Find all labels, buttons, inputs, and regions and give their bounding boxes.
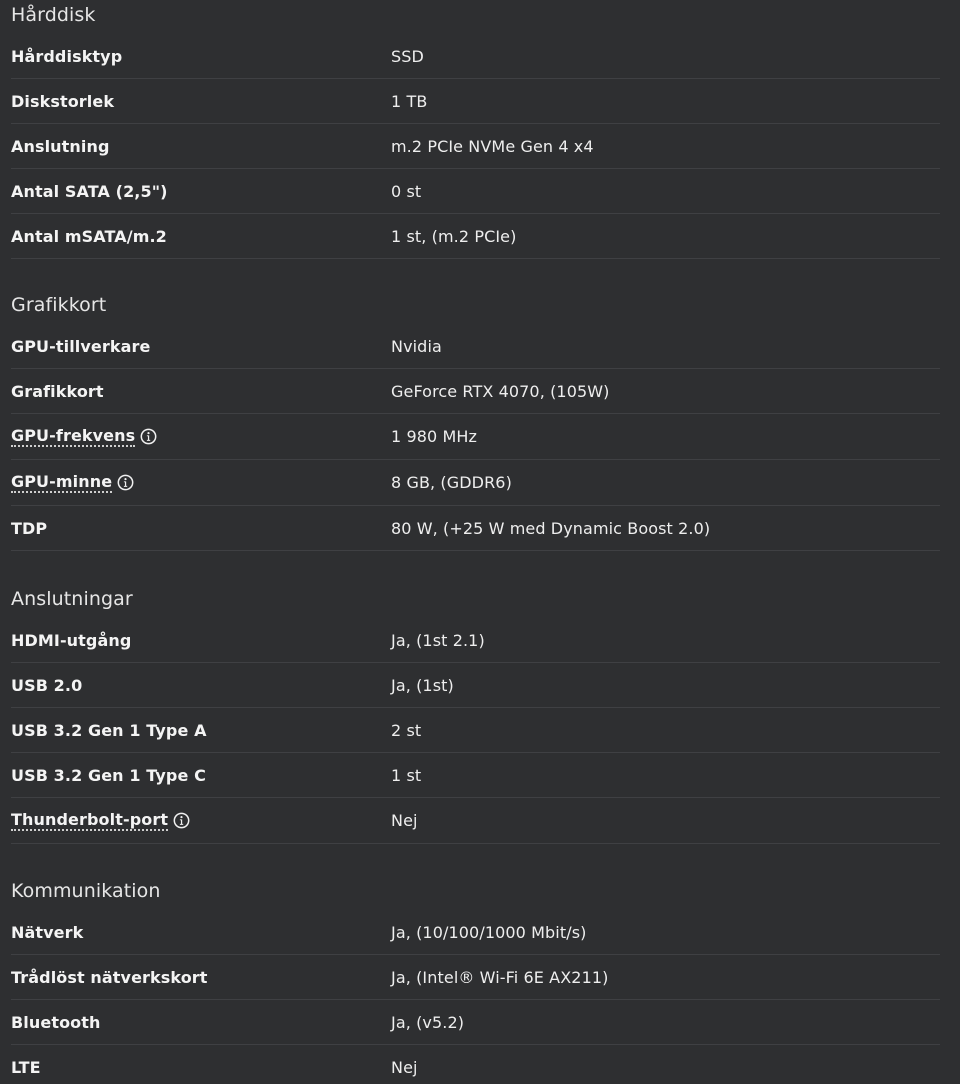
spec-row: [11, 414, 940, 460]
spec-row: [11, 753, 940, 798]
spec-label: Hårddisktyp: [11, 46, 123, 66]
spec-value: 8 GB, (GDDR6): [391, 473, 512, 492]
spec-row: [11, 618, 940, 663]
spec-label: Diskstorlek: [11, 91, 115, 111]
spec-value: m.2 PCIe NVMe Gen 4 x4: [391, 136, 594, 156]
spec-value: Ja, (10/100/1000 Mbit/s): [391, 922, 587, 942]
spec-row: [11, 663, 940, 708]
spec-label: Antal mSATA/m.2: [11, 226, 167, 246]
spec-value: 1 st, (m.2 PCIe): [391, 226, 517, 246]
section-title: Kommunikation: [11, 880, 161, 902]
spec-value: 80 W, (+25 W med Dynamic Boost 2.0): [391, 518, 711, 538]
spec-label: Nätverk: [11, 922, 84, 942]
section-kommunikation: [11, 876, 940, 1084]
spec-value: Ja, (1st): [391, 675, 454, 695]
spec-value: 1 TB: [391, 91, 428, 111]
spec-label: USB 3.2 Gen 1 Type A: [11, 720, 207, 740]
spec-label: HDMI-utgång: [11, 630, 132, 650]
spec-value: Nej: [391, 1057, 418, 1077]
section-title: Grafikkort: [11, 294, 107, 316]
section-title: Anslutningar: [11, 588, 133, 610]
spec-row: [11, 124, 940, 169]
spec-row: [11, 1045, 940, 1084]
spec-value: 1 st: [391, 765, 422, 785]
spec-value: Nvidia: [391, 336, 442, 356]
spec-label: Anslutning: [11, 136, 110, 156]
section-title: Hårddisk: [11, 4, 96, 26]
spec-value: 1 980 MHz: [391, 427, 478, 446]
spec-value: GeForce RTX 4070, (105W): [391, 381, 610, 401]
tooltip-label[interactable]: GPU-frekvens: [11, 425, 136, 445]
spec-row: [11, 460, 940, 506]
spec-value: Ja, (v5.2): [391, 1012, 465, 1032]
spec-value: Ja, (1st 2.1): [391, 630, 485, 650]
spec-row: [11, 798, 940, 844]
info-circle-icon[interactable]: [173, 812, 190, 829]
spec-label: Trådlöst nätverkskort: [11, 967, 208, 987]
spec-label: USB 2.0: [11, 675, 83, 695]
spec-row: [11, 1000, 940, 1045]
spec-row: [11, 369, 940, 414]
spec-label: Antal SATA (2,5"): [11, 181, 168, 201]
spec-label[interactable]: [11, 473, 391, 493]
spec-row: [11, 506, 940, 551]
spec-row: [11, 708, 940, 753]
spec-label[interactable]: [11, 427, 391, 447]
info-circle-icon[interactable]: [117, 474, 134, 491]
spec-label: GPU-tillverkare: [11, 336, 151, 356]
spec-row: [11, 214, 940, 259]
spec-row: [11, 79, 940, 124]
spec-label[interactable]: [11, 811, 391, 831]
spec-row: [11, 955, 940, 1000]
spec-label: Grafikkort: [11, 381, 104, 401]
tooltip-label[interactable]: GPU-minne: [11, 471, 113, 491]
section-grafikkort: [11, 290, 940, 551]
spec-value: Nej: [391, 811, 418, 830]
spec-row: [11, 910, 940, 955]
spec-value: 0 st: [391, 181, 422, 201]
spec-label: Bluetooth: [11, 1012, 101, 1032]
spec-row: [11, 34, 940, 79]
spec-row: [11, 324, 940, 369]
spec-value: SSD: [391, 46, 424, 66]
tooltip-label[interactable]: Thunderbolt-port: [11, 809, 169, 829]
spec-label: TDP: [11, 518, 48, 538]
spec-label: USB 3.2 Gen 1 Type C: [11, 765, 206, 785]
spec-label: LTE: [11, 1057, 41, 1077]
info-circle-icon[interactable]: [140, 428, 157, 445]
spec-row: [11, 169, 940, 214]
spec-value: Ja, (Intel® Wi-Fi 6E AX211): [391, 967, 609, 987]
spec-value: 2 st: [391, 720, 422, 740]
section-anslutningar: [11, 584, 940, 844]
section-harddisk: [11, 0, 940, 259]
